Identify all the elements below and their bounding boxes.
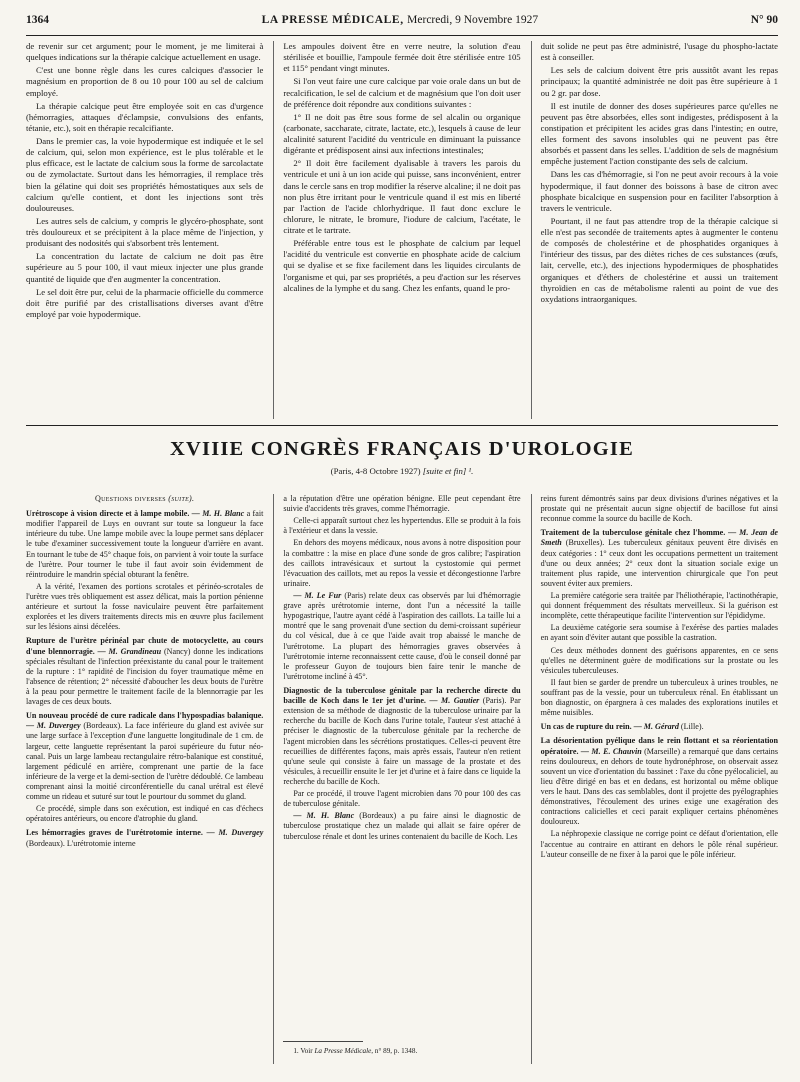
communication-author: — M. Duvergey bbox=[26, 721, 81, 731]
paragraph: 2° Il doit être facilement dyalisable à travers les parois du ventricule et uni à un ion acide qui puisse, sans inconvénient, entrer dans le cercle sans en trop modifier la réserve alcaline; il ne doit pas non plus être irritant pour le ventricule quand il est mis en liberté par l'action de l'acide chlorhydrique. Il faut donc exclure le chlorure, le nitrate, le bromure, l'iodure de calcium, l'acétate, le citrate et le tartrate. bbox=[283, 158, 521, 235]
issue-date: Mercredi, 9 Novembre 1927 bbox=[407, 14, 539, 26]
paragraph: Si l'on veut faire une cure calcique par voie orale dans un but de recalcification, le sel de calcium et de magnésium que l'on doit user de préférence doit répondre aux conditions suivantes : bbox=[283, 76, 521, 109]
section-divider bbox=[26, 425, 778, 426]
communication-title: Les hémorragies graves de l'urétrotomie interne. bbox=[26, 828, 203, 838]
communication-text: (Lille). bbox=[678, 722, 704, 732]
page-number: 1364 bbox=[26, 14, 49, 26]
communication-item bbox=[541, 736, 778, 827]
paragraph: La deuxième catégorie sera soumise à l'exérèse des parties malades en ayant soin d'éviter autant que possible la castration. bbox=[540, 623, 778, 643]
paragraph: Les autres sels de calcium, y compris le glycéro-phosphate, sont très douloureux et se précipitent à la place même de l'injection, y produisant des nodosités qui s'absorbent très lentement. bbox=[26, 215, 264, 249]
communication-text: (Bordeaux). L'urétrotomie interne bbox=[26, 838, 136, 848]
top-column-2 bbox=[273, 41, 520, 419]
paragraph: Préférable entre tous est le phosphate de calcium par lequel l'acidité du ventricule est convertie en phosphate acide de calcium qui se dyalise et se fixe facilement dans les liquides circulants de l'organisme et qui, par ses propriétés, a peu d'action sur les réserves alcalines de la lymphe et du sang. Chez les enfants, quand le pro- bbox=[283, 238, 521, 293]
report-column-1 bbox=[26, 494, 263, 1064]
top-article bbox=[26, 41, 778, 419]
paragraph: Il est inutile de donner des doses supérieures parce qu'elles ne peuvent pas être absorbées, elles sont indigestes, prédisposent à la constipation et précipitent les acides gras dans l'intestin; en outre, elles forment des savons insolubles qui ne peuvent pas être absorbés et passent dans les selles. L'addition de sels de magnésium empêche justement l'action constipante des sels de calcium. bbox=[540, 100, 778, 167]
communication-text: a fait modifier l'appareil de Luys en ouvrant sur toute sa longueur la face intérieure du tube. Une lampe mobile avec la loupe permet sans déplacer le tube d'examiner successivement toute la longueur d'arrière en avant. En tournant le tube de 45° chaque fois, on parvient à voir toute la surface de l'urètre. Pour tourner le tube il faut avoir soin évidemment de réintroduire le mandrin spécial obturant la fenêtre. bbox=[26, 509, 264, 579]
communication-title: Un nouveau procédé de cure radicale dans l'hypospadias balanique. bbox=[26, 711, 264, 721]
congress-report bbox=[26, 494, 778, 1064]
footnote-ref: , n° 89, p. 1348. bbox=[371, 1047, 418, 1055]
paragraph: Par ce procédé, il trouve l'agent microbien dans 70 pour 100 des cas de tuberculose génitale. bbox=[283, 789, 521, 809]
communication-text: (Nancy) donne les indications spéciales résultant de l'infection préexistante du canal pour le traitement de la rupture : 1° rapidité de l'incision du foyer traumatique même en l'absence de rétention; 2° nécessité d'aboucher les deux bouts de l'urètre à la peau pour permettre le traitement facile de la blennorragie par les lavages de ces deux bouts. bbox=[26, 646, 264, 707]
congress-subtitle bbox=[26, 466, 778, 476]
rubric-suffix: (suite). bbox=[168, 494, 195, 503]
paragraph: C'est une bonne règle dans les cures calciques d'associer le magnésium en proportion de 8 ou 10 pour 100 au sel de calcium employé. bbox=[26, 65, 264, 98]
communication-item bbox=[541, 528, 778, 589]
paragraph: Dans les cas d'hémorragie, si l'on ne peut avoir recours à la voie hypodermique, il faut donner des boissons à base de citron avec phosphate bicalcique en suspension pour en faciliter l'absorption à travers le ventricule. bbox=[540, 169, 778, 213]
paragraph: Pourtant, il ne faut pas attendre trop de la thérapie calcique si elle n'est pas secondée de traitements aptes à augmenter le contenu de composés de cholestérine et de phosphatides organiques à l'intérieur des tissus, par des diètes riches de ces substances (œufs, lait, cervelle, etc.), des injections hypodermiques de phosphatides organiques et d'éthers de cholestérine et aussi un traitement thyroïdien en cas de métabolisme ralenti au point de vue des oxydations intraorganiques. bbox=[540, 215, 778, 304]
paragraph: Ces deux méthodes donnent des guérisons apparentes, en ce sens qu'elles ne déterminent guère de modifications sur la prostate ou les vésicules tuberculeuses. bbox=[540, 645, 778, 675]
communication-title: Un cas de rupture du rein. bbox=[540, 722, 632, 732]
report-column-2 bbox=[273, 494, 520, 1064]
communication-item bbox=[26, 509, 263, 580]
paragraph: En dehors des moyens médicaux, nous avons à notre disposition pour la combattre : la mise en place d'une sonde de gros calibre; l'aspiration des caillots intravésicaux et surtout la cystostomie qui permet l'évacuation des caillots, met au repos la vessie et décongestionne l'arbre urinaire. bbox=[283, 538, 521, 588]
communication-item bbox=[283, 686, 520, 787]
paragraph: A la vérité, l'examen des portions scrotales et périnéo-scrotales de l'urètre vues très obliquement est assez délicat, mais la portion pénienne antérieure et surtout la fosse naviculaire peuvent être parfaitement explorées et les divers traitements directs mis en œuvre plus facilement sur les lésions ainsi décelées. bbox=[26, 581, 264, 632]
footnote-lead: 1. Voir bbox=[293, 1047, 313, 1055]
paragraph: La concentration du lactate de calcium ne doit pas être supérieure au 5 pour 100, il vaut mieux injecter une plus grande quantité de liquide que d'en augmenter la concentration. bbox=[26, 251, 264, 284]
page-header bbox=[26, 14, 778, 36]
paragraph: duit solide ne peut pas être administré, l'usage du phospho-lactate est à conseiller. bbox=[540, 41, 778, 63]
communication-title: Urétroscope à vision directe et à lampe mobile. bbox=[26, 509, 190, 519]
footnote bbox=[283, 1047, 520, 1056]
communication-item bbox=[283, 591, 520, 682]
paragraph: Les ampoules doivent être en verre neutre, la solution d'eau stérilisée et bouillie, l'ampoule fermée doit être stérilisée entre 105 et 115° pendant vingt minutes. bbox=[283, 41, 521, 74]
communication-title: Rupture de l'urètre périnéal par chute de motocyclette, au cours d'une blennorragie. bbox=[26, 636, 264, 656]
rubric-title: Questions diverses bbox=[94, 494, 166, 503]
communication-text: (Bordeaux). La face inférieure du gland est avivée sur une large surface à l'exception d'une languette longitudinale de 1 cm. de largeur, cette languette représentant la paroi supérieure du futur néo-canal. Puis un large lambeau rectangulaire rétro-balanique est constitué, largement pédiculé en arrière, comprenant une partie de la face inférieure de la verge et la demi-section de l'urètre dédoublé. Ce lambeau comprenant ainsi la moitié circonférentielle du canal urétral est élevé comme un rideau et suturé sur tout le pourtour du sommet du gland. bbox=[26, 721, 264, 802]
rubric-heading bbox=[26, 494, 263, 504]
communication-title: La désorientation pyélique dans le rein flottant et sa réorientation opératoire. bbox=[540, 736, 778, 756]
paragraph: reins furent démontrés sains par deux divisions d'urines négatives et la prostate qui ne présentait aucun signe objectif de bacillose fut ainsi reconnue comme la source du bacille de Koch. bbox=[540, 494, 778, 524]
communication-text: (Marseille) a remarqué que dans certains reins douloureux, en dehors de toute hydronéphrose, on observait assez souvent un vice d'orientation du bassinet : l'axe du cône pyélocaliciel, au lieu d'être dirigé en bas et en dedans, est horizontal ou même oblique vers le haut. Dans des cas semblables, dont il projette des pyélographies démonstratives, l'écoulement des urines exige une exagération des contractions calicielles et ceci parait expliquer certains phénomènes douloureux. bbox=[540, 746, 778, 827]
communication-author: — M. Le Fur bbox=[293, 590, 342, 600]
paragraph: La première catégorie sera traitée par l'héliothérapie, l'actinothérapie, qui donnent fréquemment des résultats merveilleux. Si la guérison est incomplète, cette thérapeutique facilite l'intervention sur l'épididyme. bbox=[540, 590, 778, 621]
congress-continuation: [suite et fin] ¹. bbox=[422, 466, 474, 476]
communication-title: Traitement de la tuberculose génitale chez l'homme. bbox=[540, 528, 726, 538]
communication-author: — M. Gérard bbox=[633, 722, 679, 732]
paragraph: La néphropexie classique ne corrige point ce défaut d'orientation, elle l'accentue au contraire en attirant en dehors le pôle rénal supérieur. L'auteur conseille de ne fixer à la paroi que le pôle inférieur. bbox=[540, 829, 778, 859]
report-column-3 bbox=[531, 494, 778, 1064]
communication-author: — M. Gautier bbox=[429, 696, 480, 706]
communication-item bbox=[283, 811, 520, 841]
top-column-1 bbox=[26, 41, 263, 419]
paragraph: Il faut bien se garder de prendre un tuberculeux à urines troubles, ne souffrant pas de la vessie, pour un tuberculeux rénal. En établissant un bon diagnostic, on épargnera à ces malades des explorations inutiles et même nuisibles. bbox=[540, 677, 778, 718]
communication-author: — M. H. Blanc bbox=[191, 509, 245, 519]
communication-text: (Bruxelles). Les tuberculeux génitaux peuvent être divisés en deux catégories : 1° ceux dont les occupations permettent un traitement d'une ou deux années; 2° ceux dont la situation sociale exige un traitement plus rapide, une intervention chirurgicale que l'on peut souvent éviter aux premiers. bbox=[540, 538, 778, 588]
journal-name: LA PRESSE MÉDICALE, bbox=[261, 14, 404, 26]
communication-item bbox=[541, 722, 778, 732]
paragraph: La thérapie calcique peut être employée soit en cas d'urgence (hémorragies, attaques d'éclampsie, convulsions des enfants, tétanie, etc.), soit en thérapie recalcifiante. bbox=[26, 100, 264, 133]
communication-author: — M. E. Chauvin bbox=[580, 746, 642, 756]
communication-item bbox=[26, 711, 263, 802]
communication-item bbox=[26, 828, 263, 848]
paragraph: Dans le premier cas, la voie hypodermique est indiquée et le sel de calcium, qui, selon mon expérience, est le plus tolérable et le plus efficace, est le lactate de calcium sous la forme de sarcolactate ou de zymolactate. Surtout dans les hémorragies, il remplace très bien la gélatine qui doit ses propriétés hémostatiques aux sels de calcium qu'elle contient, et dont les injections sont très douloureuses. bbox=[26, 136, 264, 213]
paragraph: 1° Il ne doit pas être sous forme de sel alcalin ou organique (carbonate, saccharate, citrate, lactate, etc.), lesquels à cause de leur alcalinité saturent l'acidité du ventricule en diminuant la puissance digérante et prédisposent ainsi aux infections intestinales; bbox=[283, 111, 521, 156]
congress-title: XVIIIE CONGRÈS FRANÇAIS D'UROLOGIE bbox=[170, 438, 634, 460]
communication-author: — M. Duvergey bbox=[206, 828, 264, 838]
top-column-3 bbox=[531, 41, 778, 419]
paragraph: Les sels de calcium doivent être pris aussitôt avant les repas principaux; la quantité administrée ne doit pas être supérieure à 1 ou 2 gr. par dose. bbox=[540, 65, 778, 98]
footnote-journal: La Presse Médicale bbox=[314, 1047, 372, 1055]
communication-title: Diagnostic de la tuberculose génitale par la recherche directe du bacille de Koch dans le 1er jet d'urine. bbox=[283, 685, 521, 706]
newspaper-page bbox=[26, 14, 778, 1074]
communication-author: — M. Jean de Smeth bbox=[540, 528, 778, 548]
congress-dates: (Paris, 4-8 Octobre 1927) bbox=[330, 466, 421, 476]
paragraph: a la réputation d'être une opération bénigne. Elle peut cependant être suivie d'accidents très graves, comme l'hémorragie. bbox=[283, 494, 521, 514]
journal-title bbox=[262, 14, 539, 26]
communication-author: — M. Grandineau bbox=[97, 646, 162, 656]
paragraph: Le sel doit être pur, celui de la pharmacie officielle du commerce doit être purifié par des cristallisations diverses avant d'être employé par voie hypodermique. bbox=[26, 286, 264, 319]
communication-author: — M. H. Blanc bbox=[293, 811, 355, 821]
communication-text: (Bordeaux) a pu faire ainsi le diagnostic de tuberculose prostatique chez un malade qui allait se faire opérer de tuberculose rénale et dont les urines contenaient du bacille de Koch. Les bbox=[283, 811, 521, 841]
paragraph: Celle-ci apparaît surtout chez les hypertendus. Elle se produit à la fois à l'extérieur et dans la vessie. bbox=[283, 516, 521, 536]
communication-text: (Paris) relate deux cas observés par lui d'hémorragie grave après urétrotomie interne, dont l'un a nécessité la taille hypogastrique, l'autre ayant cédé à l'aspiration des caillots. La taille lui a montré que le sang provenait d'une section du demi-croissant supérieur du col vésical, due à ce que l'aide avait trop abaissé le manche de l'urétrotome. La plupart des hémorragies graves observées à l'urétrotomie interne reconnaissent cette cause, d'où le conseil donné par le professeur Guyon de toujours bien faire tenir le manche de l'urétrotome incliné à 45°. bbox=[283, 590, 521, 681]
paragraph: de revenir sur cet argument; pour le moment, je me limiterai à quelques indications sur la thérapie calcique actuellement en usage. bbox=[26, 41, 264, 63]
issue-number: N° 90 bbox=[750, 14, 778, 26]
communication-text: (Paris). Par extension de sa méthode de diagnostic de la tuberculose urinaire par la recherche du bacille de Koch dans l'urine totale, l'auteur s'est attaché à préciser le diagnostic de la tuberculose génitale par la recherche de l'agent microbien dans les sécrétions prostatiques. Celles-ci peuvent être recueillies de différentes façons, mais après essais, l'auteur n'en retient qu'une seule qui consiste à faire un massage de la prostate et des vésicules, à recueillir ensuite le 1er jet d'urine et à faire dans ce liquide la recherche du bacille de Koch. bbox=[283, 696, 521, 786]
communication-item bbox=[26, 636, 263, 707]
footnote-divider bbox=[283, 1041, 363, 1042]
paragraph: Ce procédé, simple dans son exécution, est indiqué en cas d'échecs opératoires antérieurs, ou encore d'atrophie du gland. bbox=[26, 804, 264, 824]
